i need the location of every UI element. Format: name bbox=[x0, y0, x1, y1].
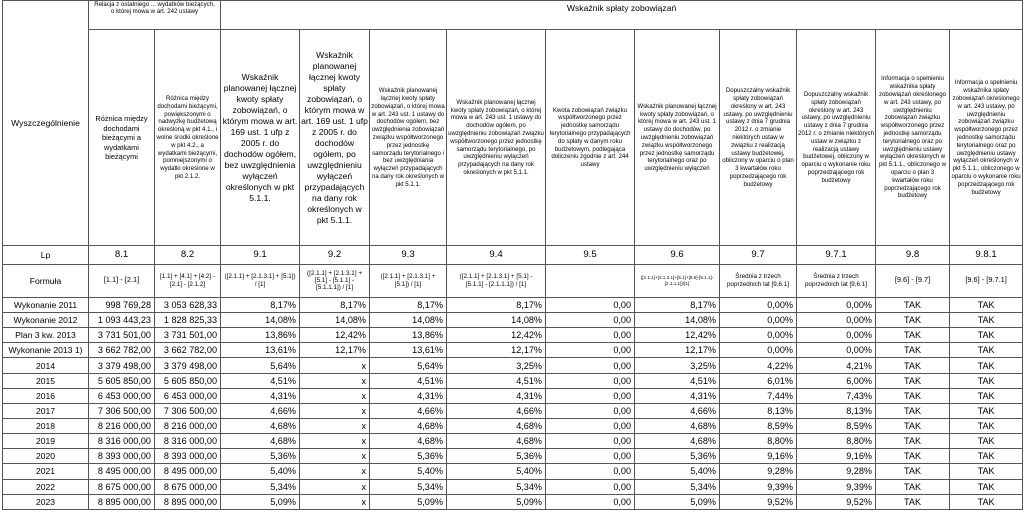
cell-9-4: 4,68% bbox=[447, 419, 546, 434]
table-row bbox=[3, 343, 1023, 358]
cell-9-7-1: 9,28% bbox=[797, 464, 876, 479]
cell-9-7-1: 0,00% bbox=[797, 343, 876, 358]
column-header-8-2: Różnica między dochodami bieżącymi, powiększonymi o nadwyżkę budżetową określoną w pkt 4.1., i wolne środki określone w pkt 4.2., a wydatkami bieżącymi, pomniejszonymi o wydatki określone w pkt 2.1.2. bbox=[155, 30, 221, 246]
row-label: 2014 bbox=[3, 358, 89, 373]
cell-9-8-1: TAK bbox=[950, 297, 1023, 312]
formula-9-2: ([2.1.1] + [2.1.3.1] + [5.1] - [5.1.1] - [5.1.1.1]) / [1] bbox=[300, 264, 370, 297]
column-header-9-4: Wskaźnik planowanej łącznej kwoty spłaty zobowiązań, o której mowa w art. 243 ust. 1 ustawy do dochodów ogółem, po uwzględnieniu zobowiązań związku współtworzonego przez jednostkę samorządu terytorialnego, po uwzględnieniu wyłączeń przypadających na dany rok określonych w pkt 5.1.1. bbox=[447, 30, 546, 246]
cell-9-8: TAK bbox=[876, 494, 950, 509]
cell-9-7-1: 8,13% bbox=[797, 403, 876, 418]
cell-9-6: 4,66% bbox=[635, 403, 720, 418]
cell-9-8: TAK bbox=[876, 297, 950, 312]
cell-8-1: 7 306 500,00 bbox=[89, 403, 155, 418]
cell-9-2: x bbox=[300, 464, 370, 479]
row-label: 2023 bbox=[3, 494, 89, 509]
cell-9-3: 4,51% bbox=[370, 373, 447, 388]
cell-9-8: TAK bbox=[876, 449, 950, 464]
lp-label: Lp bbox=[3, 246, 89, 264]
cell-9-8-1: TAK bbox=[950, 328, 1023, 343]
table-row bbox=[3, 434, 1023, 449]
cell-8-1: 3 662 782,00 bbox=[89, 343, 155, 358]
cell-9-3: 5,64% bbox=[370, 358, 447, 373]
cell-9-1: 13,86% bbox=[221, 328, 300, 343]
row-label: 2021 bbox=[3, 464, 89, 479]
cell-8-2: 8 675 000,00 bbox=[155, 479, 221, 494]
lp-8-2: 8.2 bbox=[155, 246, 221, 264]
cell-9-2: 12,42% bbox=[300, 328, 370, 343]
cell-8-2: 6 453 000,00 bbox=[155, 388, 221, 403]
cell-9-7: 9,16% bbox=[720, 449, 797, 464]
cell-9-5: 0,00 bbox=[546, 328, 635, 343]
cell-9-8-1: TAK bbox=[950, 434, 1023, 449]
cell-9-8: TAK bbox=[876, 343, 950, 358]
cell-9-1: 5,09% bbox=[221, 494, 300, 509]
cell-9-2: 8,17% bbox=[300, 297, 370, 312]
cell-9-2: x bbox=[300, 449, 370, 464]
row-label: 2020 bbox=[3, 449, 89, 464]
cell-9-3: 5,40% bbox=[370, 464, 447, 479]
cell-9-2: x bbox=[300, 494, 370, 509]
cell-9-7: 8,13% bbox=[720, 403, 797, 418]
cell-9-5: 0,00 bbox=[546, 313, 635, 328]
cell-9-5: 0,00 bbox=[546, 479, 635, 494]
cell-9-4: 4,31% bbox=[447, 388, 546, 403]
cell-9-7: 9,28% bbox=[720, 464, 797, 479]
cell-9-7: 6,01% bbox=[720, 373, 797, 388]
cell-9-6: 4,68% bbox=[635, 419, 720, 434]
cell-9-7: 9,39% bbox=[720, 479, 797, 494]
cell-9-7-1: 9,39% bbox=[797, 479, 876, 494]
cell-9-3: 5,36% bbox=[370, 449, 447, 464]
cell-9-1: 4,51% bbox=[221, 373, 300, 388]
formula-9-4: ([2.1.1] + [2.1.3.1] + [5.1] - [5.1.1] - [2.1.1.1]) / [1] bbox=[447, 264, 546, 297]
cell-9-8-1: TAK bbox=[950, 479, 1023, 494]
table-row bbox=[3, 328, 1023, 343]
cell-9-1: 13,61% bbox=[221, 343, 300, 358]
cell-8-2: 3 053 628,33 bbox=[155, 297, 221, 312]
column-header-9-7: Dopuszczalny wskaźnik spłaty zobowiązań określony w art. 243 ustawy, po uwzględnieniu ustawy z dnia 7 grudnia 2012 r. o zmianie niektórych ustaw w związku z realizacją ustawy budżetowej, obliczony w oparciu o plan 3 kwartałów roku poprzedzającego rok budżetowy bbox=[720, 30, 797, 246]
cell-9-5: 0,00 bbox=[546, 434, 635, 449]
header-group-clipped: Relacja z ostatniego ... wydatków bieżących, o której mowa w art. 242 ustawy bbox=[89, 1, 221, 30]
cell-8-2: 3 731 501,00 bbox=[155, 328, 221, 343]
formula-9-6: ([2.1.1]+[2.1.3.1]+[5.1]+[9.5]-[5.1.1]-[2.1.1.1])/[1] bbox=[635, 264, 720, 297]
cell-8-1: 1 093 443,23 bbox=[89, 313, 155, 328]
cell-9-1: 14,08% bbox=[221, 313, 300, 328]
cell-9-1: 4,31% bbox=[221, 388, 300, 403]
cell-9-8-1: TAK bbox=[950, 358, 1023, 373]
table-row bbox=[3, 403, 1023, 418]
table-row bbox=[3, 373, 1023, 388]
cell-9-7-1: 8,59% bbox=[797, 419, 876, 434]
cell-9-1: 4,66% bbox=[221, 403, 300, 418]
cell-8-1: 3 379 498,00 bbox=[89, 358, 155, 373]
cell-9-7: 4,22% bbox=[720, 358, 797, 373]
cell-9-4: 12,17% bbox=[447, 343, 546, 358]
cell-9-7-1: 7,43% bbox=[797, 388, 876, 403]
cell-9-4: 14,08% bbox=[447, 313, 546, 328]
column-header-9-7-1: Dopuszczalny wskaźnik spłaty zobowiązań określony w art. 243 ustawy, po uwzględnieniu ustawy z dnia 7 grudnia 2012 r. o zmianie niektórych ustaw w związku z realizacją ustawy budżetowej, obliczony w oparciu o wykonanie roku poprzedzającego rok budżetowy bbox=[797, 30, 876, 246]
cell-9-7-1: 6,00% bbox=[797, 373, 876, 388]
cell-9-7: 0,00% bbox=[720, 313, 797, 328]
table-row bbox=[3, 464, 1023, 479]
row-label: Plan 3 kw. 2013 bbox=[3, 328, 89, 343]
cell-9-7-1: 4,21% bbox=[797, 358, 876, 373]
cell-9-8-1: TAK bbox=[950, 419, 1023, 434]
cell-9-7: 7,44% bbox=[720, 388, 797, 403]
cell-8-2: 3 379 498,00 bbox=[155, 358, 221, 373]
lp-9-8-1: 9.8.1 bbox=[950, 246, 1023, 264]
cell-9-8-1: TAK bbox=[950, 449, 1023, 464]
cell-9-6: 8,17% bbox=[635, 297, 720, 312]
cell-9-4: 5,09% bbox=[447, 494, 546, 509]
formula-9-7-1: Średnia z trzech poprzednich lat [9,6.1] bbox=[797, 264, 876, 297]
cell-9-3: 14,08% bbox=[370, 313, 447, 328]
cell-9-7-1: 9,16% bbox=[797, 449, 876, 464]
cell-9-6: 4,68% bbox=[635, 434, 720, 449]
cell-9-6: 5,40% bbox=[635, 464, 720, 479]
cell-9-8-1: TAK bbox=[950, 464, 1023, 479]
cell-8-1: 5 605 850,00 bbox=[89, 373, 155, 388]
column-header-9-3: Wskaźnik planowanej łącznej kwoty spłaty zobowiązań, o której mowa w art. 243 ust. 1 ustawy do dochodów ogółem, bez uwzględnienia zobowiązań związku współtworzonego przez jednostkę samorządu terytorialnego i bez uwzględniania wyłączeń przypadających na dany rok określonych w pkt 5.1.1. bbox=[370, 30, 447, 246]
cell-8-1: 6 453 000,00 bbox=[89, 388, 155, 403]
cell-9-5: 0,00 bbox=[546, 297, 635, 312]
cell-9-3: 5,09% bbox=[370, 494, 447, 509]
row-label: 2016 bbox=[3, 388, 89, 403]
cell-8-2: 8 495 000,00 bbox=[155, 464, 221, 479]
cell-9-1: 8,17% bbox=[221, 297, 300, 312]
cell-9-2: x bbox=[300, 479, 370, 494]
cell-9-8-1: TAK bbox=[950, 373, 1023, 388]
lp-9-7-1: 9.7.1 bbox=[797, 246, 876, 264]
cell-8-2: 8 393 000,00 bbox=[155, 449, 221, 464]
row-label: Wykonanie 2012 bbox=[3, 313, 89, 328]
cell-9-2: x bbox=[300, 434, 370, 449]
cell-9-7: 0,00% bbox=[720, 297, 797, 312]
cell-9-7-1: 0,00% bbox=[797, 297, 876, 312]
cell-9-8-1: TAK bbox=[950, 388, 1023, 403]
column-header-9-1: Wskaźnik planowanej łącznej kwoty spłaty zobowiązań, o którym mowa w art. 169 ust. 1 ufp z 2005 r. do dochodów ogółem, bez uwzględnienia wyłączeń określonych w pkt 5.1.1. bbox=[221, 30, 300, 246]
header-group-wskaznik-splaty: Wskaźnik spłaty zobowiązań bbox=[221, 1, 1023, 30]
cell-9-8: TAK bbox=[876, 358, 950, 373]
table-row bbox=[3, 449, 1023, 464]
cell-9-4: 8,17% bbox=[447, 297, 546, 312]
cell-9-8-1: TAK bbox=[950, 343, 1023, 358]
cell-9-2: x bbox=[300, 388, 370, 403]
row-label: 2018 bbox=[3, 419, 89, 434]
row-label: Wykonanie 2011 bbox=[3, 297, 89, 312]
cell-9-5: 0,00 bbox=[546, 403, 635, 418]
cell-9-2: 12,17% bbox=[300, 343, 370, 358]
row-label: 2015 bbox=[3, 373, 89, 388]
header-row-formula bbox=[3, 264, 1023, 297]
lp-9-3: 9.3 bbox=[370, 246, 447, 264]
cell-9-4: 5,40% bbox=[447, 464, 546, 479]
cell-9-6: 12,17% bbox=[635, 343, 720, 358]
header-row-group bbox=[3, 1, 1023, 30]
cell-9-6: 4,51% bbox=[635, 373, 720, 388]
cell-9-1: 5,34% bbox=[221, 479, 300, 494]
financial-forecast-table bbox=[2, 0, 1023, 510]
cell-9-7-1: 8,80% bbox=[797, 434, 876, 449]
cell-9-3: 4,68% bbox=[370, 419, 447, 434]
cell-8-1: 3 731 501,00 bbox=[89, 328, 155, 343]
cell-8-2: 8 216 000,00 bbox=[155, 419, 221, 434]
formula-9-3: ([2.1.1] + [2.1.3.1] + [5.1]) / [1] bbox=[370, 264, 447, 297]
row-label: 2019 bbox=[3, 434, 89, 449]
cell-9-6: 5,34% bbox=[635, 479, 720, 494]
cell-8-1: 998 769,28 bbox=[89, 297, 155, 312]
formula-8-1: [1.1] - [2.1] bbox=[89, 264, 155, 297]
cell-8-1: 8 316 000,00 bbox=[89, 434, 155, 449]
column-header-9-2: Wskaźnik planowanej łącznej kwoty spłaty zobowiązań, o którym mowa w art. 169 ust. 1 ufp z 2005 r. do dochodów ogółem, po uwzględnieniu wyłączeń przypadających na dany rok określonych w pkt 5.1.1. bbox=[300, 30, 370, 246]
row-label: Wykonanie 2013 1) bbox=[3, 343, 89, 358]
lp-9-7: 9.7 bbox=[720, 246, 797, 264]
table-row bbox=[3, 313, 1023, 328]
table-row bbox=[3, 419, 1023, 434]
cell-9-8: TAK bbox=[876, 313, 950, 328]
row-label: 2022 bbox=[3, 479, 89, 494]
cell-8-1: 8 675 000,00 bbox=[89, 479, 155, 494]
cell-9-1: 5,36% bbox=[221, 449, 300, 464]
lp-8-1: 8.1 bbox=[89, 246, 155, 264]
cell-9-5: 0,00 bbox=[546, 343, 635, 358]
cell-9-1: 4,68% bbox=[221, 434, 300, 449]
cell-9-3: 5,34% bbox=[370, 479, 447, 494]
formula-9-8-1: [9.6] - [9.7.1] bbox=[950, 264, 1023, 297]
cell-9-7-1: 0,00% bbox=[797, 328, 876, 343]
formula-9-1: ([2.1.1] + [2.1.3.1] + [5.1]) / [1] bbox=[221, 264, 300, 297]
lp-9-4: 9.4 bbox=[447, 246, 546, 264]
cell-9-4: 3,25% bbox=[447, 358, 546, 373]
cell-9-3: 4,66% bbox=[370, 403, 447, 418]
cell-9-8: TAK bbox=[876, 419, 950, 434]
header-wyszczegolnienie: Wyszczególnienie bbox=[3, 1, 89, 246]
cell-9-3: 13,86% bbox=[370, 328, 447, 343]
formula-label: Formuła bbox=[3, 264, 89, 297]
cell-9-1: 4,68% bbox=[221, 419, 300, 434]
header-row-columns bbox=[3, 30, 1023, 246]
cell-9-5: 0,00 bbox=[546, 494, 635, 509]
cell-9-3: 4,68% bbox=[370, 434, 447, 449]
table-row bbox=[3, 479, 1023, 494]
table-row bbox=[3, 494, 1023, 509]
cell-9-6: 12,42% bbox=[635, 328, 720, 343]
cell-8-2: 1 828 825,33 bbox=[155, 313, 221, 328]
column-header-8-1: Różnica między dochodami bieżącymi a wydatkami bieżącymi bbox=[89, 30, 155, 246]
cell-9-7: 8,80% bbox=[720, 434, 797, 449]
cell-9-2: x bbox=[300, 419, 370, 434]
cell-9-6: 4,31% bbox=[635, 388, 720, 403]
formula-8-2: [1.1] + [4.1] + [4.2] - [2.1] - [2.1.2] bbox=[155, 264, 221, 297]
cell-9-7-1: 9,52% bbox=[797, 494, 876, 509]
cell-8-2: 8 316 000,00 bbox=[155, 434, 221, 449]
cell-9-7-1: 0,00% bbox=[797, 313, 876, 328]
cell-8-1: 8 895 000,00 bbox=[89, 494, 155, 509]
lp-9-1: 9.1 bbox=[221, 246, 300, 264]
cell-9-2: x bbox=[300, 403, 370, 418]
cell-8-1: 8 495 000,00 bbox=[89, 464, 155, 479]
cell-9-5: 0,00 bbox=[546, 358, 635, 373]
cell-9-4: 5,36% bbox=[447, 449, 546, 464]
cell-9-1: 5,40% bbox=[221, 464, 300, 479]
lp-9-5: 9.5 bbox=[546, 246, 635, 264]
lp-9-8: 9.8 bbox=[876, 246, 950, 264]
column-header-9-5: Kwota zobowiązań związku współtworzonego przez jednostkę samorządu terytorialnego przypadających do spłaty w danym roku budżetowym, podlegająca doliczeniu zgodnie z art. 244 ustawy bbox=[546, 30, 635, 246]
cell-9-5: 0,00 bbox=[546, 373, 635, 388]
formula-9-5 bbox=[546, 264, 635, 297]
cell-9-2: 14,08% bbox=[300, 313, 370, 328]
cell-9-4: 4,68% bbox=[447, 434, 546, 449]
cell-9-3: 8,17% bbox=[370, 297, 447, 312]
cell-9-8-1: TAK bbox=[950, 313, 1023, 328]
lp-9-6: 9.6 bbox=[635, 246, 720, 264]
cell-9-5: 0,00 bbox=[546, 388, 635, 403]
cell-9-6: 5,36% bbox=[635, 449, 720, 464]
cell-9-6: 5,09% bbox=[635, 494, 720, 509]
cell-8-2: 7 306 500,00 bbox=[155, 403, 221, 418]
cell-9-4: 5,34% bbox=[447, 479, 546, 494]
cell-9-4: 4,51% bbox=[447, 373, 546, 388]
cell-9-1: 5,64% bbox=[221, 358, 300, 373]
column-header-9-6: Wskaźnik planowanej łącznej kwoty spłaty zobowiązań, o której mowa w art. 243 ust. 1 ustawy do dochodów, po uwzględnieniu zobowiązań związku współtworzonego przez jednostkę samorządu terytorialnego oraz po uwzględnieniu wyłączeń bbox=[635, 30, 720, 246]
cell-9-5: 0,00 bbox=[546, 419, 635, 434]
column-header-9-8: Informacja o spełnieniu wskaźnika spłaty zobowiązań określonego w art. 243 ustawy, po uwzględnieniu zobowiązań związku współtworzonego przez jednostkę samorządu terytorialnego oraz po uwzględnieniu ustawy wyłączeń określonych w pkt 5.1.1., obliczonego w oparciu o plan 3 kwartałów roku poprzedzającego rok budżetowy bbox=[876, 30, 950, 246]
cell-9-4: 4,66% bbox=[447, 403, 546, 418]
cell-8-2: 5 605 850,00 bbox=[155, 373, 221, 388]
cell-9-7: 0,00% bbox=[720, 328, 797, 343]
cell-9-6: 3,25% bbox=[635, 358, 720, 373]
cell-9-2: x bbox=[300, 358, 370, 373]
cell-8-1: 8 393 000,00 bbox=[89, 449, 155, 464]
cell-9-8-1: TAK bbox=[950, 403, 1023, 418]
cell-9-4: 12,42% bbox=[447, 328, 546, 343]
cell-9-5: 0,00 bbox=[546, 449, 635, 464]
cell-9-5: 0,00 bbox=[546, 464, 635, 479]
cell-9-7: 8,59% bbox=[720, 419, 797, 434]
cell-9-8: TAK bbox=[876, 479, 950, 494]
table-row bbox=[3, 358, 1023, 373]
cell-9-8: TAK bbox=[876, 464, 950, 479]
cell-9-7: 0,00% bbox=[720, 343, 797, 358]
table-row bbox=[3, 388, 1023, 403]
cell-9-6: 14,08% bbox=[635, 313, 720, 328]
cell-9-8: TAK bbox=[876, 328, 950, 343]
cell-8-1: 8 216 000,00 bbox=[89, 419, 155, 434]
cell-9-3: 13,61% bbox=[370, 343, 447, 358]
lp-9-2: 9.2 bbox=[300, 246, 370, 264]
cell-9-8: TAK bbox=[876, 403, 950, 418]
cell-9-8-1: TAK bbox=[950, 494, 1023, 509]
formula-9-8: [9.6] - [9.7] bbox=[876, 264, 950, 297]
table-row bbox=[3, 297, 1023, 312]
cell-9-8: TAK bbox=[876, 373, 950, 388]
cell-9-3: 4,31% bbox=[370, 388, 447, 403]
cell-8-2: 3 662 782,00 bbox=[155, 343, 221, 358]
cell-8-2: 8 895 000,00 bbox=[155, 494, 221, 509]
cell-9-2: x bbox=[300, 373, 370, 388]
header-row-lp bbox=[3, 246, 1023, 264]
cell-9-8: TAK bbox=[876, 434, 950, 449]
formula-9-7: Średnia z trzech poprzednich lat [9,6.1] bbox=[720, 264, 797, 297]
cell-9-8: TAK bbox=[876, 388, 950, 403]
row-label: 2017 bbox=[3, 403, 89, 418]
cell-9-7: 9,52% bbox=[720, 494, 797, 509]
column-header-9-8-1: Informacja o spełnieniu wskaźnika spłaty zobowiązań określonego w art. 243 ustawy, po uwzględnieniu zobowiązań związku współtworzonego przez jednostkę samorządu terytorialnego oraz po uwzględnieniu ustawy wyłączeń określonych w pkt 5.1.1., obliczonego w oparciu o wykonanie roku poprzedzającego rok budżetowy bbox=[950, 30, 1023, 246]
